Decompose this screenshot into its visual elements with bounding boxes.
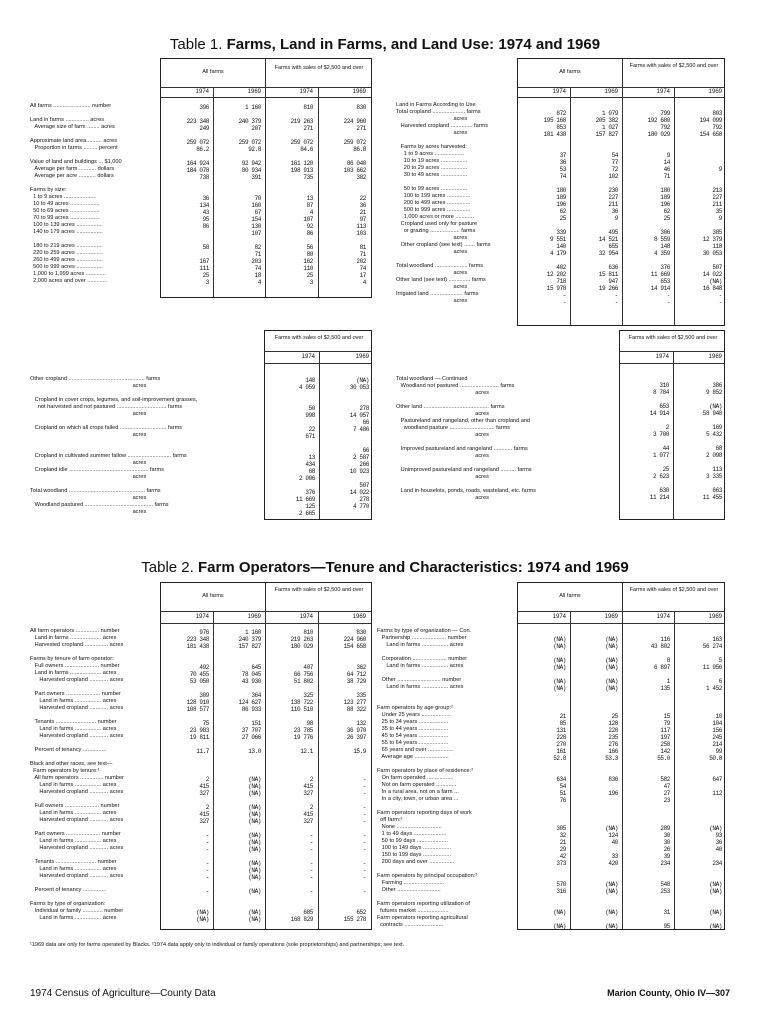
year-1969: 1969 — [604, 614, 618, 620]
year-1974: 1974 — [552, 614, 566, 620]
table1-left-col-1974-all: 396 223 348 249 259 072 86.2 164 924 184 078 738 36 134 43 95 86 58 167 111 25 3 — [186, 104, 209, 286]
year-1969: 1969 — [355, 354, 369, 360]
table1-left-labels: All farms ........................ number Land in farms ............... acres Average size of farm ........ acres Approximate land area.......... acres Proportion in farms ......... percent Value of land and buildings ... $1,000 Average per farm ........... dollars Average per acre ........... dollars Farms by size: 1 to 9 acres ..................... 10 to 49 acres ................... 50 to 69 acres ................... 70 to 99 acres ................... 100 to 139 acres ................. 140 to 179 acres ................. 180 to 219 acres ................. 220 to 259 acres ................. 260 to 499 acres ................. 500 to 999 acres ................. 1,000 to 1,999 acres ............. 2,000 acres and over ............. — [30, 103, 122, 284]
table1-hdr-all-farms: All farms — [202, 69, 224, 75]
year-1974: 1974 — [656, 89, 670, 95]
table2-hdr-all-farms: All farms — [202, 593, 224, 599]
year-1969: 1969 — [352, 614, 366, 620]
table2-left-frame — [160, 582, 372, 930]
table1-cont2-col-1969: 386 9 852 (NA) 58 948 169 5 432 68 2 098 113 3 335 663 11 455 — [702, 382, 722, 501]
table1-right-col-1969-all: 1 079 205 382 1 027 157 827 54 77 72 102 230 227 211 36 9 495 14 521 655 32 954 636 15 811 947 19 266 - - — [595, 110, 618, 306]
table1-cont-col-1969: (NA) 30 053 278 14 057 66 7 486 66 2 587 266 10 923 507 14 022 278 4 770 — [349, 377, 369, 510]
table1-left-col-1969-sales: 830 224 960 271 259 072 86.8 86 040 103 662 382 22 36 21 97 113 103 81 71 202 74 17 4 — [343, 104, 366, 286]
year-1969: 1969 — [352, 89, 366, 95]
table1-title — [0, 36, 770, 53]
year-1969: 1969 — [708, 354, 722, 360]
table1-left-frame — [160, 58, 372, 298]
table2-left-col-1974-sales: 810 219 263 180 029 407 66 756 51 802 325 138 722 110 510 98 23 785 19 776 12.1 2 415 327 2 415 327 - - - - - - - 685 168 829 — [290, 629, 313, 923]
table2-right-col-1974-sales: 116 43 802 8 6 897 1 135 15 79 117 197 258 142 55.0 582 47 27 23 289 30 30 26 39 234 548 253 31 95 — [650, 636, 670, 930]
table2-left-labels: All farm operators ............... number Land in farms .................... acres Harvested cropland ............... acres Farms by tenure of farm operator: Full owners ...................... number Land in farms .................... acres Harvested cropland ............ acres Part owners ...................... number Land in farms ................. acres Harvested cropland ............ acres Tenants .......................... number Land in farms ................. acres Harvested cropland ............ acres Percent of tenancy ............... Black and other races, see text— Farm operators by tenure:¹ All farm operators ............... number Land in farms ................. acres Harvested cropland ............ acres Full owners ...................... number Land in farms ................. acres Harvested cropland ............ acres Part owners ...................... number Land in farms ................. acres Harvested cropland ............ acres Tenants .......................... number Land in farms ................. acres Harvested cropland ............ acres Percent of tenancy ............... Farms by type of organization: Individual or family ............. number Land in farms ................. acres — [30, 628, 124, 921]
year-1974: 1974 — [195, 89, 209, 95]
table1-cont2-col-1974: 310 8 784 653 14 914 2 3 700 44 1 077 25 2 623 630 11 214 — [649, 382, 669, 501]
table1-right-col-1974-sales: 799 192 680 792 180 029 9 14 46 71 180 189 196 62 25 306 8 559 148 4 359 376 11 669 653 14 914 - - — [647, 110, 670, 306]
table1-cont-labels: Other cropland ................................................. farms acres Cropland in cover crops, legumes, and soil-improvement grasses, not harvested and not pastured ................................ farms acres Cropland on which all crops failed .............................. farms acres Cropland in cultivated summer fallow ............................ farms acres Cropland idle ................................................... farms acres Total woodland ................................................. farms acres Woodland pastured ............................................ farms acres — [30, 376, 198, 515]
table2-right-frame — [517, 582, 725, 930]
table1-left-col-1969-all: 1 160 240 379 207 259 072 92.8 92 942 80 934 391 70 160 67 154 130 107 82 71 203 74 18 4 — [238, 104, 261, 286]
year-1974: 1974 — [552, 89, 566, 95]
table2-right-labels: Farms by type of organization — Con. Partnership ...................... number Land in farms ................. acres Corporation ...................... number Land in farms ................. acres Other ............................ number Land in farms ................. acres Farm operators by age group:² Under 25 years ................... 25 to 34 years ................... 35 to 44 years ................... 45 to 54 years ................... 55 to 64 years ................... 65 years and over ................ Average age ...................... Farm operators by place of residence:² On farm operated ................. Not on farm operated ............. In a rural area, not on a farm ... In a city, town, or urban area ... Farm operators reporting days of work off farm:² None ............................. 1 to 49 days ..................... 50 to 99 days .................... 100 to 149 days .................. 150 to 199 days .................. 200 days and over ................ Farm operators by principal occupation:² Farming .......................... Other ............................ Farm operators reporting utilization of futures market .................... Farm operators reporting agricultural contracts ......................... — [377, 628, 478, 928]
table1-title-prefix: Table 1. — [169, 36, 223, 53]
table2-right-col-1969-all: (NA) (NA) (NA) (NA) (NA) (NA) 25 128 228 235 276 166 53.3 836 196 (NA) 124 40 33 420 (NA) (NA) (NA) (NA) — [605, 636, 618, 930]
table2-title — [0, 559, 770, 576]
year-1969: 1969 — [604, 89, 618, 95]
table1-title-main: Farms, Land in Farms, and Land Use: 1974 and 1969 — [226, 36, 601, 53]
year-1974: 1974 — [195, 614, 209, 620]
table1-left-col-1974-sales: 810 219 263 271 259 072 84.6 161 120 198 913 735 13 87 4 107 92 86 56 80 162 110 25 3 — [290, 104, 313, 286]
table2-left-col-1969-all: 1 160 240 379 157 827 645 78 045 43 930 364 124 627 86 933 151 37 707 27 066 13.0 (NA) (NA) (NA) (NA) (NA) (NA) (NA) (NA) (NA) (NA) (NA) (NA) (NA) (NA) (NA) — [238, 629, 261, 923]
table2-footnote: ¹1969 data are only for farms operated by Blacks. ²1974 data apply only to individual or family operations (sole proprietorships) and partnerships; see text. — [30, 942, 405, 948]
table1-right-col-1969-sales: 803 194 099 792 154 658 9 213 227 211 35 9 385 12 379 118 30 053 507 14 022 (NA) 16 848 - - — [699, 110, 722, 306]
footer-county-page: Marion County, Ohio IV—307 — [607, 988, 730, 998]
table2-right-col-1974-all: (NA) (NA) (NA) (NA) (NA) (NA) 21 85 131 228 270 161 52.8 634 54 51 76 305 32 21 29 42 373 570 316 (NA) (NA) — [553, 636, 566, 930]
table1-right-col-1974-all: 872 195 168 853 181 438 37 36 53 74 180 189 196 62 25 339 9 551 140 4 179 402 12 202 718 15 978 - - — [543, 110, 566, 306]
year-1969: 1969 — [708, 89, 722, 95]
table1-cont2-frame — [619, 330, 725, 520]
year-1969: 1969 — [708, 614, 722, 620]
table1-hdr-sales: Farms with sales of $2,500 and over — [274, 335, 364, 341]
table1-hdr-sales: Farms with sales of $2,500 and over — [274, 65, 364, 71]
year-1969: 1969 — [247, 89, 261, 95]
year-1974: 1974 — [656, 614, 670, 620]
table2-hdr-all-farms: All farms — [559, 593, 581, 599]
table2-left-col-1969-sales: 830 224 960 154 658 362 64 712 38 729 335 123 277 88 322 132 36 970 26 397 15.9 - - - - - - - - - - - - - 652 155 278 — [343, 629, 366, 923]
year-1974: 1974 — [299, 89, 313, 95]
year-1974: 1974 — [299, 614, 313, 620]
table1-right-labels: Land in Farms According to Use Total cropland ..................... farms acres Harvested cropland .............. farms acres Farms by acres harvested: 1 to 9 acres ................... 10 to 19 acres ................. 20 to 29 acres ................. 30 to 49 acres ................. 50 to 99 acres ................. 100 to 199 acres ............... 200 to 499 acres ............... 500 to 999 acres ............... 1,000 acres or more ............ Cropland used only for pasture or grazing ................... farms acres Other cropland (see text) ....... farms acres Total woodland ..................... farms acres Other land (see text) .............. farms acres Irrigated land ..................... farms acres — [396, 102, 491, 304]
year-1974: 1974 — [301, 354, 315, 360]
table2-right-col-1969-sales: 163 56 274 5 11 956 6 1 452 10 104 156 245 214 99 50.8 647 112 (NA) 93 36 40 234 (NA) (NA) (NA) (NA) — [702, 636, 722, 930]
table1-cont2-labels: Total woodland — Continued Woodland not pastured ......................... farms acres Other land .......................................... farms acres Pastureland and rangeland, other than cropland and woodland pasture ............................. farms acres Improved pastureland and rangeland ............ farms acres Unimproved pastureland and rangeland .......... farms acres Land in houselots, ponds, roads, wasteland, etc. farms acres — [396, 376, 536, 501]
table2-title-main: Farm Operators—Tenure and Characteristics: 1974 and 1969 — [197, 559, 629, 576]
table2-title-prefix: Table 2. — [141, 559, 194, 576]
table1-cont-col-1974: 140 4 059 50 998 22 671 13 434 68 2 006 376 11 669 125 2 665 — [295, 377, 315, 517]
year-1974: 1974 — [655, 354, 669, 360]
table2-hdr-sales: Farms with sales of $2,500 and over — [629, 587, 719, 593]
table1-cont-frame — [264, 330, 372, 520]
table1-hdr-sales: Farms with sales of $2,500 and over — [628, 335, 718, 341]
table1-right-frame — [517, 58, 725, 326]
footer-publication: 1974 Census of Agriculture—County Data — [30, 988, 216, 999]
year-1969: 1969 — [247, 614, 261, 620]
table1-hdr-sales: Farms with sales of $2,500 and over — [629, 63, 719, 69]
table2-left-col-1974-all: 976 223 348 181 438 492 70 455 53 050 309 128 910 108 577 75 23 983 19 811 11.7 2 415 327 2 415 327 - - - - - - - (NA) (NA) — [186, 629, 209, 923]
table2-hdr-sales: Farms with sales of $2,500 and over — [274, 587, 364, 593]
table1-hdr-all-farms: All farms — [559, 69, 581, 75]
